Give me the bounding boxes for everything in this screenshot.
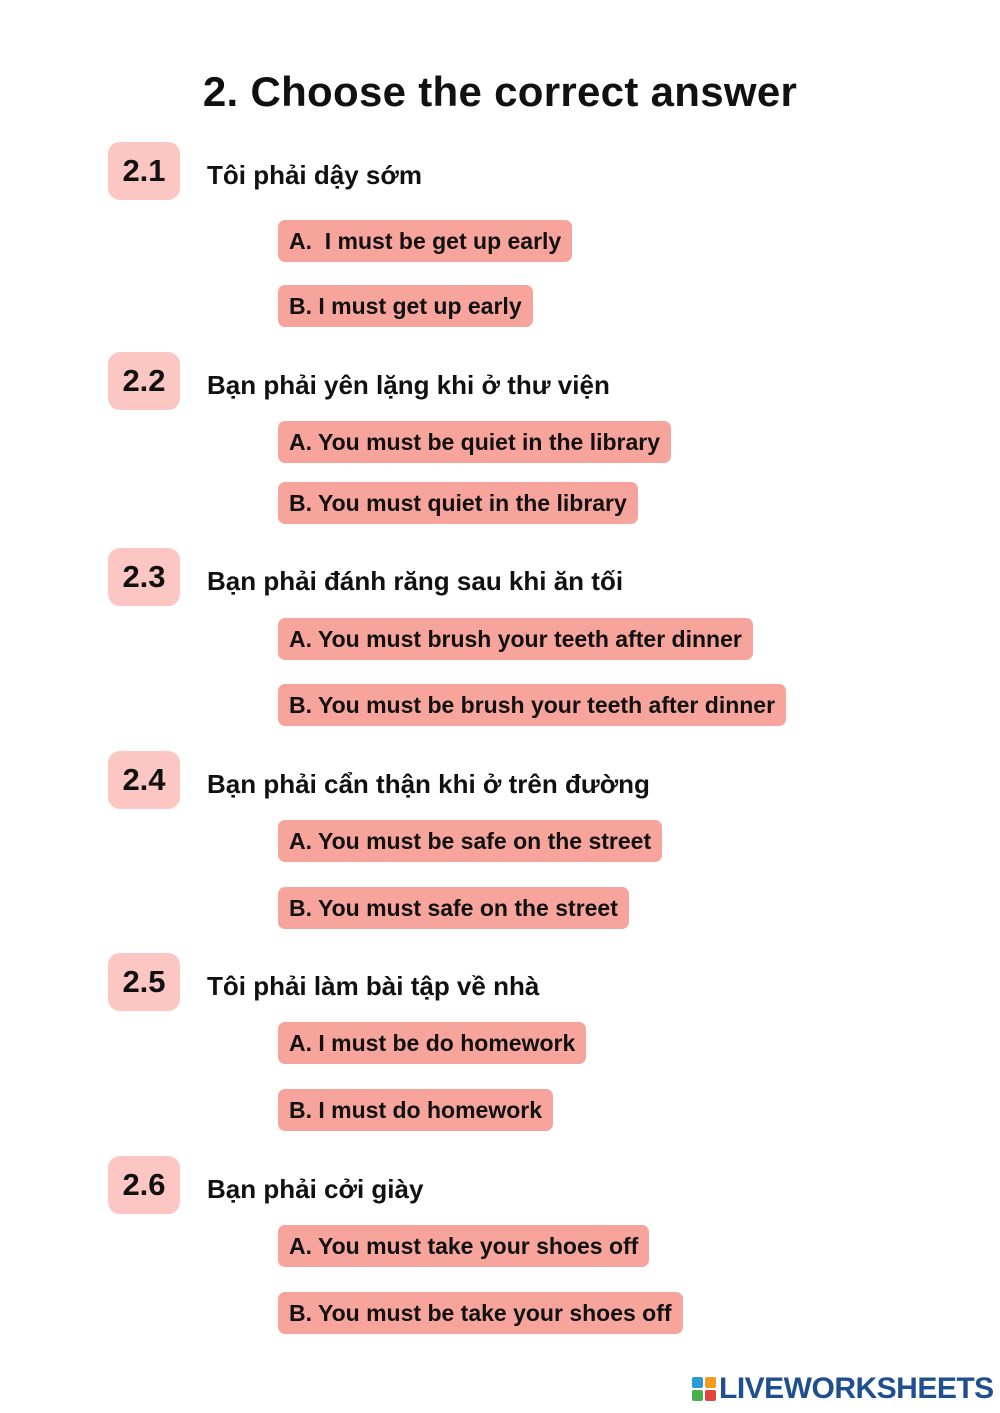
question-number-badge: 2.1 xyxy=(108,142,180,200)
answer-option-b[interactable]: B. I must do homework xyxy=(278,1089,553,1131)
answer-option-b[interactable]: B. You must safe on the street xyxy=(278,887,629,929)
brand-name: LIVEWORKSHEETS xyxy=(719,1372,994,1405)
question-number-badge: 2.5 xyxy=(108,953,180,1011)
answer-option-b[interactable]: B. You must be brush your teeth after dinner xyxy=(278,684,786,726)
answer-option-a[interactable]: A. I must be get up early xyxy=(278,220,572,262)
liveworksheets-logo-icon xyxy=(692,1377,716,1401)
answer-option-b[interactable]: B. I must get up early xyxy=(278,285,533,327)
question-prompt: Bạn phải cẩn thận khi ở trên đường xyxy=(207,769,650,799)
answer-option-b[interactable]: B. You must be take your shoes off xyxy=(278,1292,683,1334)
question-prompt: Bạn phải cởi giày xyxy=(207,1174,424,1204)
question-prompt: Tôi phải làm bài tập về nhà xyxy=(207,971,540,1001)
question-number-badge: 2.3 xyxy=(108,548,180,606)
page-title: 2. Choose the correct answer xyxy=(202,68,798,115)
answer-option-a[interactable]: A. You must brush your teeth after dinner xyxy=(278,618,753,660)
question-number-badge: 2.6 xyxy=(108,1156,180,1214)
question-prompt: Bạn phải yên lặng khi ở thư viện xyxy=(207,370,610,400)
answer-option-b[interactable]: B. You must quiet in the library xyxy=(278,482,638,524)
answer-option-a[interactable]: A. You must take your shoes off xyxy=(278,1225,649,1267)
question-number-badge: 2.4 xyxy=(108,751,180,809)
liveworksheets-logo xyxy=(692,1372,994,1406)
question-prompt: Tôi phải dậy sớm xyxy=(207,160,422,190)
answer-option-a[interactable]: A. You must be quiet in the library xyxy=(278,421,671,463)
answer-option-a[interactable]: A. I must be do homework xyxy=(278,1022,586,1064)
question-prompt: Bạn phải đánh răng sau khi ăn tối xyxy=(207,566,624,596)
answer-option-a[interactable]: A. You must be safe on the street xyxy=(278,820,662,862)
question-number-badge: 2.2 xyxy=(108,352,180,410)
